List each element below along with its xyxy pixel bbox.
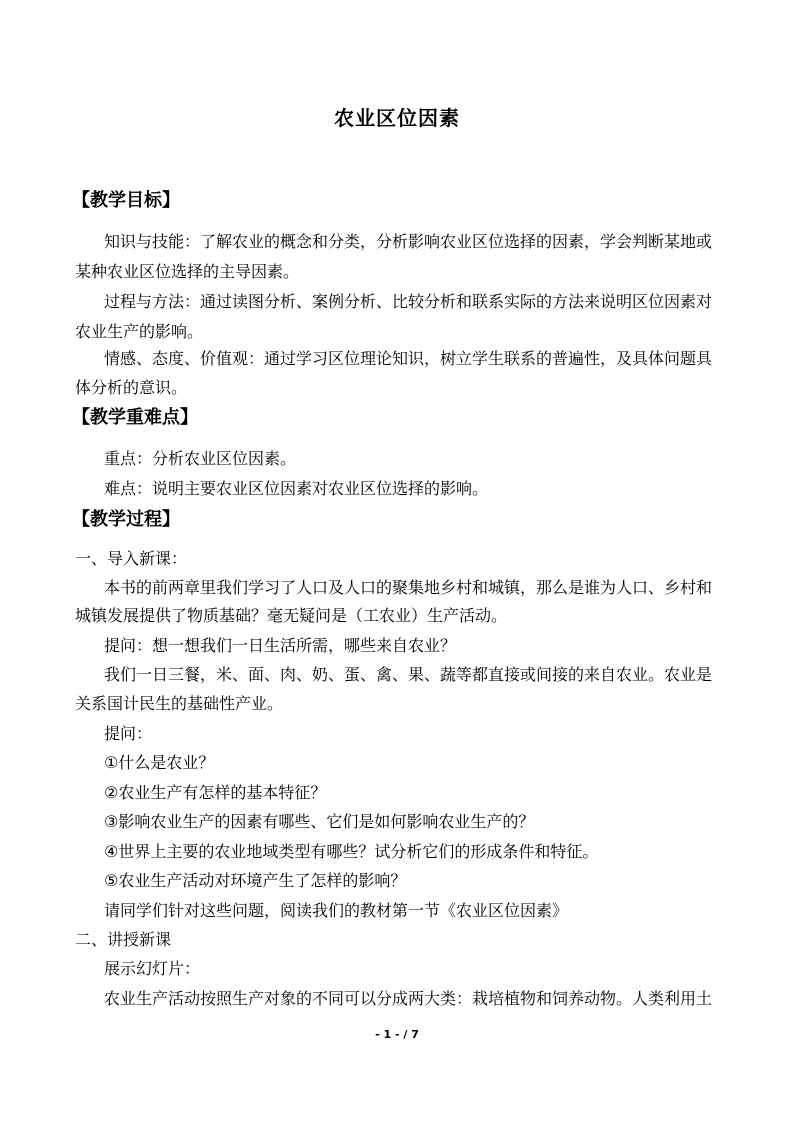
paragraph-difficulty: 难点：说明主要农业区位因素对农业区位选择的影响。 bbox=[104, 479, 489, 498]
paragraph-answer-cont: 关系国计民生的基础性产业。 bbox=[75, 694, 284, 713]
section-intro-heading: 一、导入新课： bbox=[75, 549, 188, 568]
question-item: ②农业生产有怎样的基本特征？ bbox=[104, 783, 327, 802]
question-item: ⑤农业生产活动对环境产生了怎样的影响？ bbox=[104, 871, 407, 890]
document-title: 农业区位因素 bbox=[334, 106, 460, 130]
paragraph-answer: 我们一日三餐，米、面、肉、奶、蛋、禽、果、蔬等都直接或间接的来自农业。农业是 bbox=[104, 665, 713, 684]
heading-objectives: 【教学目标】 bbox=[72, 190, 180, 211]
page-number: - 1 - / 7 bbox=[375, 1028, 419, 1041]
question-item: ①什么是农业？ bbox=[104, 753, 215, 772]
question-item: ④世界上主要的农业地域类型有哪些？试分析它们的形成条件和特征。 bbox=[104, 842, 599, 861]
paragraph-ask: 提问： bbox=[104, 724, 153, 743]
paragraph-read: 请同学们针对这些问题，阅读我们的教材第一节《农业区位因素》 bbox=[104, 901, 569, 920]
paragraph-intro-cont: 城镇发展提供了物质基础？毫无疑问是（工农业）生产活动。 bbox=[75, 606, 508, 625]
paragraph-focus: 重点：分析农业区位因素。 bbox=[104, 449, 297, 468]
paragraph-emotion: 情感、态度、价值观：通过学习区位理论知识，树立学生联系的普遍性，及具体问题具 bbox=[104, 349, 713, 368]
paragraph-intro: 本书的前两章里我们学习了人口及人口的聚集地乡村和城镇，那么是谁为人口、乡村和 bbox=[104, 578, 713, 597]
paragraph-process-method: 过程与方法：通过读图分析、案例分析、比较分析和联系实际的方法来说明区位因素对 bbox=[104, 292, 713, 311]
paragraph-knowledge: 知识与技能：了解农业的概念和分类，分析影响农业区位选择的因素，学会判断某地或 bbox=[104, 232, 713, 251]
section-new-heading: 二、讲授新课 bbox=[75, 930, 172, 949]
paragraph-knowledge-cont: 某种农业区位选择的主导因素。 bbox=[75, 262, 300, 281]
paragraph-emotion-cont: 体分析的意识。 bbox=[75, 378, 188, 397]
question-item: ③影响农业生产的因素有哪些、它们是如何影响农业生产的？ bbox=[104, 812, 535, 831]
heading-key-points: 【教学重难点】 bbox=[72, 407, 198, 428]
paragraph-process-method-cont: 农业生产的影响。 bbox=[75, 322, 204, 341]
paragraph-slides: 展示幻灯片： bbox=[104, 959, 201, 978]
heading-process: 【教学过程】 bbox=[72, 509, 180, 530]
paragraph-body: 农业生产活动按照生产对象的不同可以分成两大类：栽培植物和饲养动物。人类利用土 bbox=[104, 989, 713, 1008]
paragraph-question: 提问：想一想我们一日生活所需，哪些来自农业？ bbox=[104, 636, 457, 655]
